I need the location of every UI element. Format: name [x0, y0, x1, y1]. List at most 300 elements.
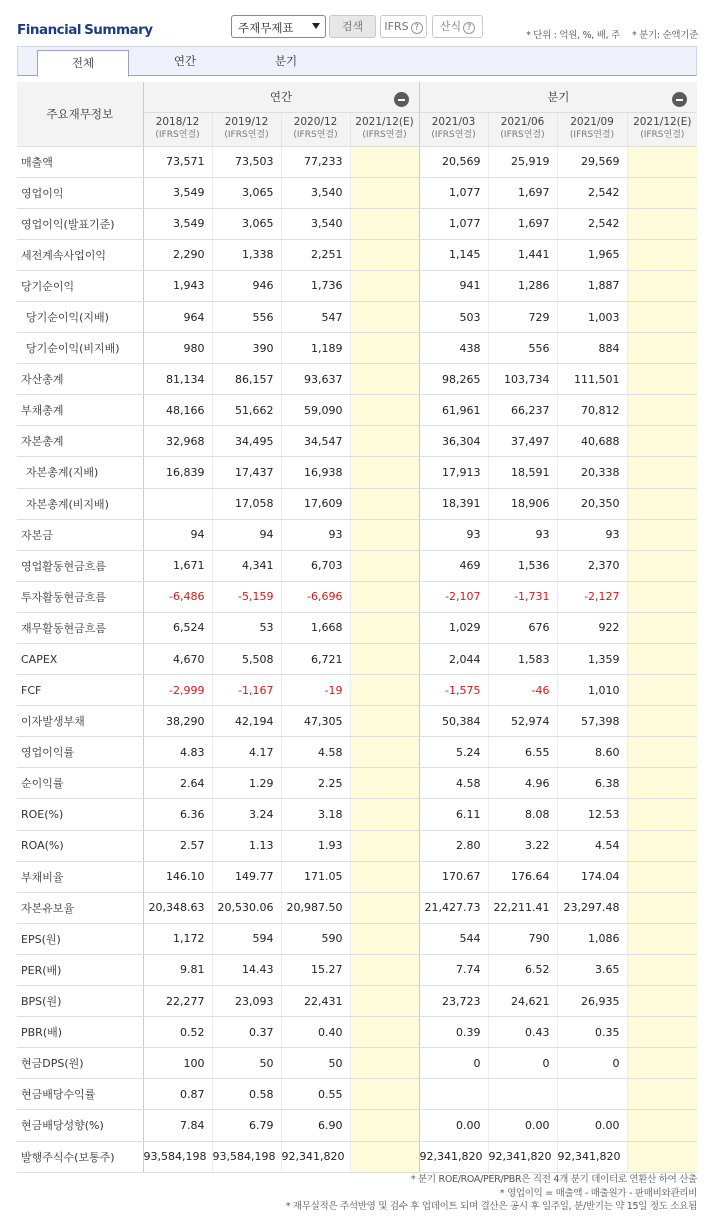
value-cell	[350, 519, 419, 550]
value-cell: 93	[488, 519, 557, 550]
value-cell: 24,621	[488, 986, 557, 1017]
row-label: 자본총계	[17, 426, 143, 457]
period-tabs	[17, 46, 697, 76]
search-button[interactable]: 검색	[329, 15, 376, 38]
value-cell	[350, 612, 419, 643]
value-cell	[627, 488, 697, 519]
value-cell: 52,974	[488, 706, 557, 737]
value-cell: 22,277	[143, 986, 212, 1017]
period-label: 2020/12	[293, 116, 338, 128]
value-cell	[350, 208, 419, 239]
value-cell: 171.05	[281, 861, 350, 892]
value-cell: 0.58	[212, 1079, 281, 1110]
table-row	[17, 457, 697, 488]
value-cell: 964	[143, 301, 212, 332]
value-cell: 100	[143, 1048, 212, 1079]
value-cell	[627, 892, 697, 923]
value-cell: 93	[281, 519, 350, 550]
value-cell: 3.65	[557, 954, 627, 985]
footnote-update-schedule: * 재무실적은 주석반영 및 검수 후 업데이트 되며 결산은 공시 후 일주일, 분/반기는 약 15일 정도 소요됨	[285, 1201, 697, 1212]
value-cell: 6.11	[419, 799, 488, 830]
value-cell: 1.13	[212, 830, 281, 861]
value-cell	[350, 1110, 419, 1141]
value-cell: 556	[488, 333, 557, 364]
value-cell: 1,189	[281, 333, 350, 364]
value-cell: 8.08	[488, 799, 557, 830]
value-cell: 20,350	[557, 488, 627, 519]
value-cell: 1.93	[281, 830, 350, 861]
collapse-annual-icon[interactable]	[394, 92, 409, 107]
value-cell	[350, 923, 419, 954]
value-cell: 42,194	[212, 706, 281, 737]
value-cell: 438	[419, 333, 488, 364]
value-cell	[350, 799, 419, 830]
value-cell	[627, 581, 697, 612]
row-label: 영업이익(발표기준)	[17, 208, 143, 239]
value-cell: 0.39	[419, 1017, 488, 1048]
summary-header	[0, 0, 710, 46]
row-label: PER(배)	[17, 954, 143, 985]
value-cell: 16,839	[143, 457, 212, 488]
value-cell: 941	[419, 270, 488, 301]
value-cell	[627, 861, 697, 892]
value-cell: 590	[281, 923, 350, 954]
value-cell: 73,571	[143, 146, 212, 177]
row-label: 영업이익	[17, 177, 143, 208]
value-cell: 1,668	[281, 612, 350, 643]
table-row	[17, 395, 697, 426]
value-cell: 544	[419, 923, 488, 954]
value-cell: 4.58	[281, 737, 350, 768]
value-cell: 1,010	[557, 675, 627, 706]
tab-quarterly[interactable]: 분기	[274, 54, 298, 68]
basis-note: * 분기: 순액기준	[631, 30, 698, 41]
table-row	[17, 644, 697, 675]
footnote-annualized: * 분기 ROE/ROA/PER/PBR은 직전 4개 분기 데이터로 연환산 하여 산출	[410, 1174, 697, 1185]
period-basis: (IFRS연결)	[224, 130, 269, 140]
value-cell: 1,359	[557, 644, 627, 675]
value-cell: 23,723	[419, 986, 488, 1017]
value-cell: 3.24	[212, 799, 281, 830]
value-cell	[627, 364, 697, 395]
value-cell: 0.00	[557, 1110, 627, 1141]
period-header	[212, 112, 281, 146]
question-icon: ?	[411, 22, 423, 34]
value-cell: 980	[143, 333, 212, 364]
label-column-header: 주요재무정보	[17, 82, 143, 146]
table-row	[17, 737, 697, 768]
value-cell: 111,501	[557, 364, 627, 395]
row-label: 부채비율	[17, 861, 143, 892]
value-cell: 34,547	[281, 426, 350, 457]
period-header	[419, 112, 488, 146]
value-cell	[350, 270, 419, 301]
value-cell	[350, 1017, 419, 1048]
value-cell: 5.24	[419, 737, 488, 768]
value-cell	[627, 395, 697, 426]
value-cell: 17,437	[212, 457, 281, 488]
value-cell	[419, 1079, 488, 1110]
period-basis: (IFRS연결)	[640, 130, 685, 140]
period-basis: (IFRS연결)	[155, 130, 200, 140]
value-cell: 3,540	[281, 177, 350, 208]
value-cell: 34,495	[212, 426, 281, 457]
value-cell: 6.55	[488, 737, 557, 768]
value-cell: 174.04	[557, 861, 627, 892]
collapse-quarter-icon[interactable]	[672, 92, 687, 107]
table-row	[17, 239, 697, 270]
period-header	[350, 112, 419, 146]
value-cell	[627, 1141, 697, 1172]
value-cell	[350, 146, 419, 177]
value-cell: 4.54	[557, 830, 627, 861]
value-cell	[627, 675, 697, 706]
value-cell	[627, 954, 697, 985]
period-header	[281, 112, 350, 146]
value-cell: 37,497	[488, 426, 557, 457]
value-cell: 17,058	[212, 488, 281, 519]
row-label: 당기순이익	[17, 270, 143, 301]
table-row	[17, 519, 697, 550]
value-cell: 20,530.06	[212, 892, 281, 923]
table-row	[17, 364, 697, 395]
value-cell: 59,090	[281, 395, 350, 426]
value-cell	[627, 519, 697, 550]
value-cell	[350, 892, 419, 923]
table-row	[17, 768, 697, 799]
value-cell: -2,127	[557, 581, 627, 612]
value-cell: 2.57	[143, 830, 212, 861]
value-cell: 922	[557, 612, 627, 643]
value-cell: 1,338	[212, 239, 281, 270]
value-cell: 93	[419, 519, 488, 550]
value-cell: 1,697	[488, 177, 557, 208]
value-cell: 16,938	[281, 457, 350, 488]
value-cell: 17,913	[419, 457, 488, 488]
value-cell: 92,341,820	[281, 1141, 350, 1172]
value-cell: 7.84	[143, 1110, 212, 1141]
value-cell	[627, 830, 697, 861]
value-cell: 50	[281, 1048, 350, 1079]
table-row	[17, 550, 697, 581]
value-cell: 0.40	[281, 1017, 350, 1048]
value-cell: 61,961	[419, 395, 488, 426]
formula-help-button[interactable]	[432, 15, 483, 38]
value-cell: 32,968	[143, 426, 212, 457]
value-cell: 5,508	[212, 644, 281, 675]
value-cell	[627, 644, 697, 675]
value-cell: 7.74	[419, 954, 488, 985]
value-cell: 36,304	[419, 426, 488, 457]
value-cell: 2,251	[281, 239, 350, 270]
value-cell: 93	[557, 519, 627, 550]
tab-all[interactable]: 전체	[37, 50, 129, 77]
value-cell: 1,077	[419, 177, 488, 208]
value-cell: 94	[143, 519, 212, 550]
value-cell: 1,536	[488, 550, 557, 581]
table-row	[17, 1017, 697, 1048]
table-row	[17, 923, 697, 954]
value-cell: -2,999	[143, 675, 212, 706]
quarter-group-header	[419, 82, 697, 112]
value-cell: 1,736	[281, 270, 350, 301]
value-cell: 18,906	[488, 488, 557, 519]
quarter-group-label: 분기	[547, 89, 570, 104]
value-cell: 4,341	[212, 550, 281, 581]
value-cell: 2,370	[557, 550, 627, 581]
footnotes	[286, 1173, 697, 1214]
value-cell: 51,662	[212, 395, 281, 426]
value-cell	[627, 1079, 697, 1110]
row-label: 영업활동현금흐름	[17, 550, 143, 581]
period-label: 2021/06	[500, 116, 545, 128]
value-cell	[627, 923, 697, 954]
period-basis: (IFRS연결)	[569, 130, 615, 140]
value-cell: 4,670	[143, 644, 212, 675]
table-row	[17, 581, 697, 612]
period-label: 2021/12(E)	[355, 116, 414, 128]
value-cell: 0.37	[212, 1017, 281, 1048]
value-cell: 40,688	[557, 426, 627, 457]
table-row	[17, 426, 697, 457]
value-cell	[350, 333, 419, 364]
row-label: ROE(%)	[17, 799, 143, 830]
value-cell: 93,584,198	[212, 1141, 281, 1172]
annual-group-label: 연간	[269, 89, 293, 104]
value-cell: 12.53	[557, 799, 627, 830]
financial-summary-table	[17, 82, 697, 1173]
value-cell: 469	[419, 550, 488, 581]
row-label: 자본총계(지배)	[17, 457, 143, 488]
value-cell: 94	[212, 519, 281, 550]
table-row	[17, 333, 697, 364]
value-cell: 2.64	[143, 768, 212, 799]
value-cell: 4.96	[488, 768, 557, 799]
value-cell: 73,503	[212, 146, 281, 177]
value-cell: 594	[212, 923, 281, 954]
value-cell	[350, 581, 419, 612]
table-row	[17, 1048, 697, 1079]
row-label: 영업이익률	[17, 737, 143, 768]
value-cell: 29,569	[557, 146, 627, 177]
value-cell: 503	[419, 301, 488, 332]
value-cell	[627, 208, 697, 239]
value-cell: 2.80	[419, 830, 488, 861]
value-cell	[627, 1048, 697, 1079]
table-row	[17, 1110, 697, 1141]
value-cell: 103,734	[488, 364, 557, 395]
table-row	[17, 301, 697, 332]
value-cell: 390	[212, 333, 281, 364]
value-cell: 729	[488, 301, 557, 332]
value-cell: 18,591	[488, 457, 557, 488]
value-cell: -6,486	[143, 581, 212, 612]
period-header	[557, 112, 627, 146]
value-cell	[350, 395, 419, 426]
value-cell: 92,341,820	[557, 1141, 627, 1172]
value-cell: 0	[419, 1048, 488, 1079]
table-row	[17, 1079, 697, 1110]
value-cell: 0.87	[143, 1079, 212, 1110]
value-cell: 0	[557, 1048, 627, 1079]
value-cell: -1,575	[419, 675, 488, 706]
value-cell	[350, 1048, 419, 1079]
value-cell: 1,286	[488, 270, 557, 301]
annual-group-header	[143, 82, 419, 112]
value-cell	[627, 1110, 697, 1141]
value-cell: 3,540	[281, 208, 350, 239]
value-cell: 1,145	[419, 239, 488, 270]
value-cell: 2,290	[143, 239, 212, 270]
value-cell: 6.38	[557, 768, 627, 799]
value-cell	[627, 301, 697, 332]
value-cell: 1.29	[212, 768, 281, 799]
value-cell	[143, 488, 212, 519]
value-cell: 6,703	[281, 550, 350, 581]
value-cell: 556	[212, 301, 281, 332]
value-cell: 17,609	[281, 488, 350, 519]
row-label: EPS(원)	[17, 923, 143, 954]
value-cell: 50,384	[419, 706, 488, 737]
value-cell	[350, 644, 419, 675]
period-basis: (IFRS연결)	[293, 130, 338, 140]
value-cell: -46	[488, 675, 557, 706]
value-cell: 0.55	[281, 1079, 350, 1110]
value-cell	[627, 706, 697, 737]
value-cell: 98,265	[419, 364, 488, 395]
value-cell	[350, 675, 419, 706]
table-row	[17, 146, 697, 177]
value-cell	[350, 986, 419, 1017]
value-cell	[350, 706, 419, 737]
value-cell: 3,549	[143, 208, 212, 239]
value-cell: 3.22	[488, 830, 557, 861]
value-cell: 149.77	[212, 861, 281, 892]
value-cell: 1,003	[557, 301, 627, 332]
value-cell: 20,338	[557, 457, 627, 488]
value-cell: 77,233	[281, 146, 350, 177]
value-cell: 4.17	[212, 737, 281, 768]
row-label: 자본금	[17, 519, 143, 550]
value-cell: 6,721	[281, 644, 350, 675]
value-cell: 25,919	[488, 146, 557, 177]
table-row	[17, 270, 697, 301]
table-row	[17, 861, 697, 892]
value-cell	[350, 239, 419, 270]
table-row	[17, 892, 697, 923]
value-cell: 1,086	[557, 923, 627, 954]
value-cell	[627, 737, 697, 768]
statement-type-select[interactable]	[231, 15, 326, 38]
value-cell: 6.52	[488, 954, 557, 985]
table-row	[17, 799, 697, 830]
value-cell: 0.35	[557, 1017, 627, 1048]
value-cell: 0	[488, 1048, 557, 1079]
period-label: 2021/12(E)	[633, 116, 692, 128]
value-cell: 790	[488, 923, 557, 954]
value-cell	[350, 550, 419, 581]
value-cell	[627, 270, 697, 301]
value-cell	[627, 177, 697, 208]
value-cell: 86,157	[212, 364, 281, 395]
row-label: 현금배당수익률	[17, 1079, 143, 1110]
table-row	[17, 612, 697, 643]
row-label: 이자발생부채	[17, 706, 143, 737]
value-cell: 1,697	[488, 208, 557, 239]
value-cell	[627, 612, 697, 643]
value-cell: 15.27	[281, 954, 350, 985]
table-row	[17, 208, 697, 239]
question-icon: ?	[463, 22, 475, 34]
value-cell	[350, 737, 419, 768]
table-row	[17, 986, 697, 1017]
value-cell	[350, 1141, 419, 1172]
value-cell: 1,077	[419, 208, 488, 239]
value-cell: 2,542	[557, 208, 627, 239]
value-cell: 6.36	[143, 799, 212, 830]
value-cell: 53	[212, 612, 281, 643]
table-row	[17, 488, 697, 519]
row-label: 자산총계	[17, 364, 143, 395]
value-cell	[350, 364, 419, 395]
row-label: 순이익률	[17, 768, 143, 799]
value-cell: 547	[281, 301, 350, 332]
value-cell: 676	[488, 612, 557, 643]
row-label: PBR(배)	[17, 1017, 143, 1048]
value-cell	[627, 1017, 697, 1048]
row-label: 재무활동현금흐름	[17, 612, 143, 643]
value-cell: -1,167	[212, 675, 281, 706]
value-cell: 92,341,820	[419, 1141, 488, 1172]
value-cell: 2.25	[281, 768, 350, 799]
value-cell: 38,290	[143, 706, 212, 737]
value-cell	[627, 457, 697, 488]
period-label: 2019/12	[224, 116, 269, 128]
value-cell	[627, 768, 697, 799]
formula-label: 산식	[439, 20, 462, 33]
period-basis: (IFRS연결)	[500, 130, 545, 140]
row-label: 투자활동현금흐름	[17, 581, 143, 612]
value-cell: 70,812	[557, 395, 627, 426]
value-cell: 23,297.48	[557, 892, 627, 923]
row-label: BPS(원)	[17, 986, 143, 1017]
period-basis: (IFRS연결)	[431, 130, 476, 140]
value-cell: 22,431	[281, 986, 350, 1017]
row-label: 매출액	[17, 146, 143, 177]
period-basis: (IFRS연결)	[362, 130, 407, 140]
value-cell	[627, 550, 697, 581]
value-cell: 884	[557, 333, 627, 364]
value-cell	[350, 488, 419, 519]
ifrs-help-button[interactable]	[380, 15, 427, 38]
value-cell: 50	[212, 1048, 281, 1079]
value-cell: 0.52	[143, 1017, 212, 1048]
row-label: 자본유보율	[17, 892, 143, 923]
value-cell: -2,107	[419, 581, 488, 612]
value-cell: 946	[212, 270, 281, 301]
unit-note: * 단위 : 억원, %, 배, 주	[526, 30, 620, 41]
value-cell: 0.43	[488, 1017, 557, 1048]
tab-annual[interactable]: 연간	[173, 54, 197, 68]
row-label: 당기순이익(비지배)	[17, 333, 143, 364]
value-cell: 20,348.63	[143, 892, 212, 923]
value-cell: 9.81	[143, 954, 212, 985]
value-cell: -19	[281, 675, 350, 706]
table-row	[17, 830, 697, 861]
value-cell: 81,134	[143, 364, 212, 395]
value-cell	[627, 146, 697, 177]
title-financial: Financial	[17, 22, 82, 38]
